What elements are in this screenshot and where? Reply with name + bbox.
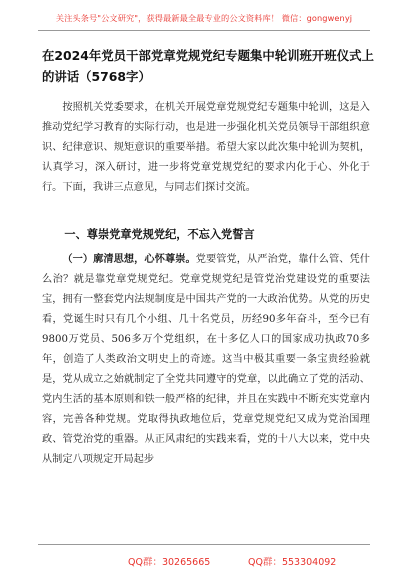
header-note: 关注头条号"公文研究"，获得最新最全最专业的公文资料库！ 微信：gongwenyj xyxy=(55,13,353,23)
footer-qq-group-2: QQ群：553304092 xyxy=(248,557,337,568)
paragraph-section-1-text: 党要管党，从严治党，靠什么管、凭什么治？就是靠党章党规党纪。党章党规党纪是管党治党建设党的重要法宝，拥有一整套党内法规制度是中国共产党的一大政治优势。从党的历史看，党诞生时只有几个小组、几十名党员，历经90多年奋斗，至今已有9800万党员、506多万个党组织，在十多亿人口的国家成功执政70多年，创造了人类政治文明史上的奇迹。这当中极其重要一条宝贵经验就是，党从成立之始就制定了全党共同遵守的党章，以此确立了党的活动、党内生活的基本原则和铁一般严格的纪律，并且在实践中不断充实党章内容，完善各种党规。党取得执政地位后，党章党规党纪又成为党治国理政、管党治党的重器。从正风肃纪的实践来看，党的十八大以来，党中央从制定八项规定开局起步 xyxy=(42,254,370,465)
footer-qq-group-1: QQ群：30265665 xyxy=(128,557,211,568)
paragraph-intro: 按照机关党委要求，在机关开展党章党规党纪专题集中轮训，这是入推动党纪学习教育的实际行动，也是进一步强化机关党员领导干部组织意识、纪律意识、规矩意识的重要举措。希望大家以此次集中轮训为契机，认真学习，深入研讨，进一步将党章党规党纪的要求内化于心、外化于行。下面，我讲三点意见，与同志们探讨交流。 xyxy=(42,102,370,193)
sub-heading-1: （一）廓清思想，心怀尊崇。 xyxy=(62,254,196,265)
header-divider xyxy=(38,30,370,31)
paragraph-section-1 xyxy=(42,250,370,470)
section-heading-1: 一、尊崇党章党规党纪，不忘入党誓言 xyxy=(64,228,255,241)
page-footer xyxy=(0,540,408,580)
page-header xyxy=(0,0,408,36)
footer-divider xyxy=(38,544,370,545)
document-title: 在2024年党员干部党章党规党纪专题集中轮训班开班仪式上的讲话（5768字） xyxy=(42,48,374,84)
